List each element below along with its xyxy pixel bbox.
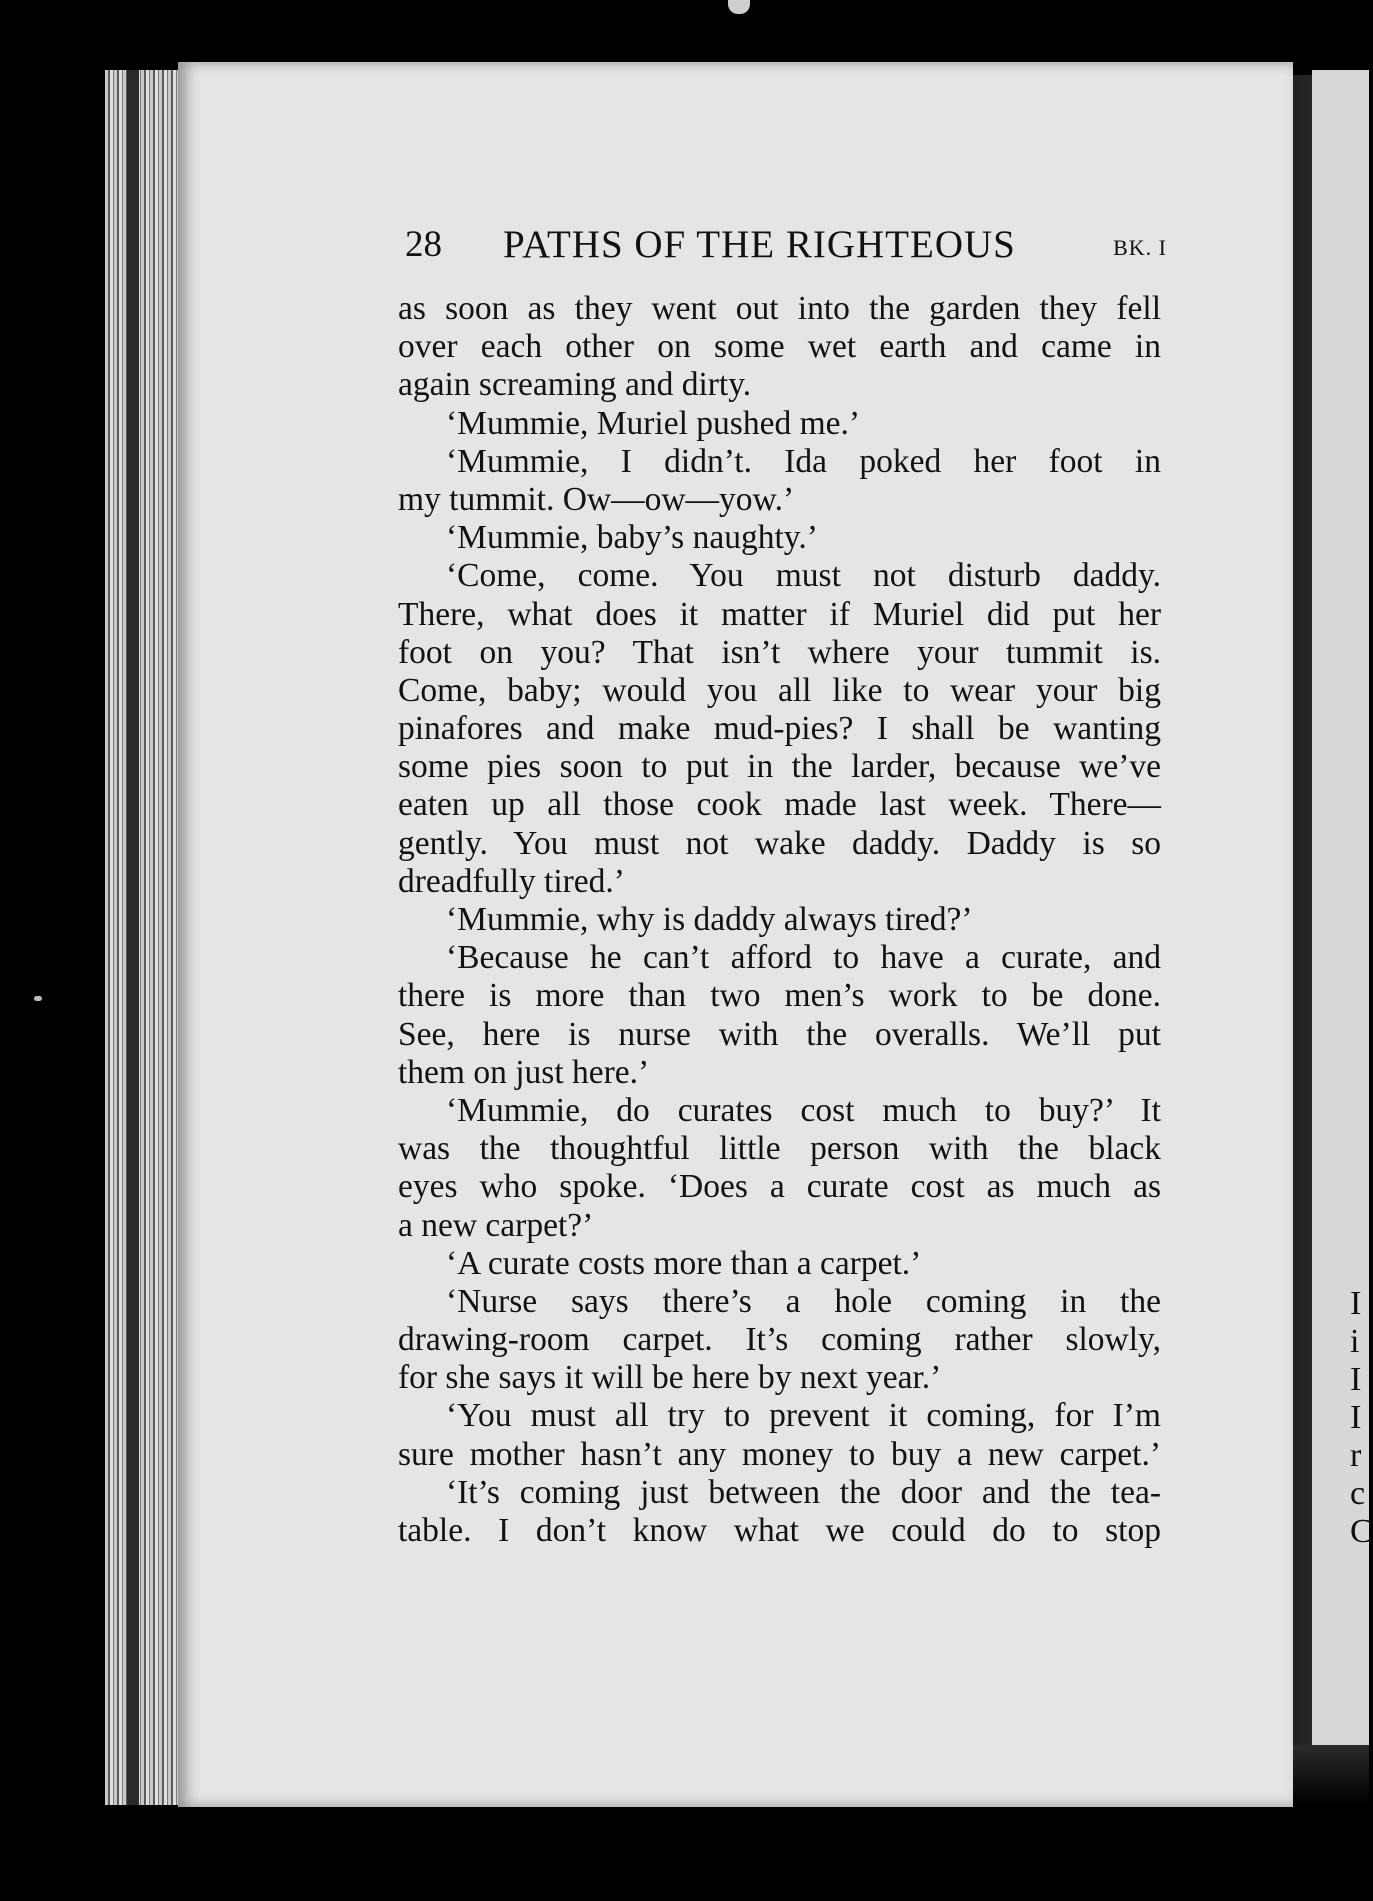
text-line: over each other on some wet earth and came in bbox=[398, 328, 1161, 366]
text-line: ‘Mummie, I didn’t. Ida poked her foot in bbox=[446, 442, 1161, 480]
text-line: again screaming and dirty. bbox=[398, 366, 752, 404]
text-line: ‘You must all try to prevent it coming, for I’m bbox=[446, 1397, 1161, 1435]
text-line: gently. You must not wake daddy. Daddy is so bbox=[398, 824, 1161, 862]
text-line: table. I don’t know what we could do to stop bbox=[398, 1512, 1161, 1549]
text-line: sure mother hasn’t any money to buy a new carpet.’ bbox=[398, 1435, 1161, 1473]
text-line: there is more than two men’s work to be done. bbox=[398, 977, 1161, 1015]
text-line: drawing-room carpet. It’s coming rather slowly, bbox=[398, 1321, 1161, 1359]
text-line: ‘Mummie, why is daddy always tired?’ bbox=[446, 901, 973, 938]
text-line: a new carpet?’ bbox=[398, 1206, 594, 1244]
text-line: ‘Come, come. You must not disturb daddy. bbox=[446, 557, 1161, 595]
text-line: as soon as they went out into the garden they fell bbox=[398, 290, 1161, 327]
scan-artifact bbox=[728, 0, 750, 14]
text-line: ‘Mummie, Muriel pushed me.’ bbox=[446, 404, 861, 442]
text-line: ‘It’s coming just between the door and the tea- bbox=[446, 1473, 1161, 1511]
text-line: some pies soon to put in the larder, because we’ve bbox=[398, 748, 1161, 786]
text-line: ‘A curate costs more than a carpet.’ bbox=[446, 1244, 922, 1282]
page-number: 28 bbox=[405, 224, 442, 265]
book-marker: BK. I bbox=[1113, 235, 1167, 260]
text-line: foot on you? That isn’t where your tummit is. bbox=[398, 633, 1161, 671]
page-edges bbox=[105, 70, 185, 1805]
text-line: Come, baby; would you all like to wear your big bbox=[398, 671, 1161, 709]
text-line: was the thoughtful little person with the black bbox=[398, 1130, 1161, 1168]
text-line: See, here is nurse with the overalls. We’ll put bbox=[398, 1015, 1161, 1053]
text-line: There, what does it matter if Muriel did put her bbox=[398, 595, 1161, 633]
text-line: them on just here.’ bbox=[398, 1053, 650, 1091]
text-line: eaten up all those cook made last week. There— bbox=[398, 786, 1161, 824]
text-line: ‘Mummie, do curates cost much to buy?’ It bbox=[446, 1091, 1161, 1129]
scan-artifact bbox=[34, 996, 42, 1001]
text-line: pinafores and make mud-pies? I shall be wanting bbox=[398, 710, 1161, 748]
text-line: ‘Mummie, baby’s naughty.’ bbox=[446, 519, 818, 557]
text-line: my tummit. Ow—ow—yow.’ bbox=[398, 480, 795, 518]
running-title: PATHS OF THE RIGHTEOUS bbox=[503, 223, 1016, 266]
text-line: ‘Because he can’t afford to have a curate, and bbox=[446, 939, 1161, 977]
body-text bbox=[398, 290, 1161, 1550]
page-fold bbox=[1290, 1745, 1369, 1805]
facing-page-text: I i I I r c C bbox=[1350, 1285, 1373, 1550]
text-line: eyes who spoke. ‘Does a curate cost as much as bbox=[398, 1168, 1161, 1206]
text-line: ‘Nurse says there’s a hole coming in the bbox=[446, 1282, 1161, 1320]
text-line: dreadfully tired.’ bbox=[398, 862, 625, 900]
text-line: for she says it will be here by next year.’ bbox=[398, 1359, 942, 1397]
running-head bbox=[405, 220, 1167, 270]
